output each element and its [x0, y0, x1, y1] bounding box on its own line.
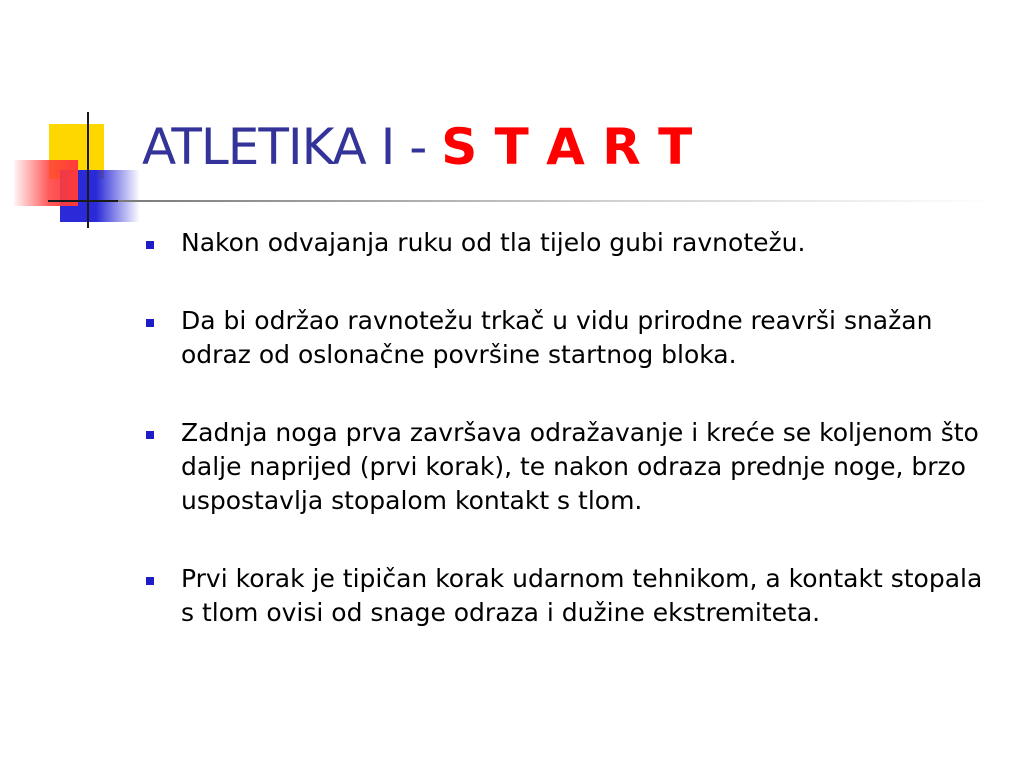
slide-title [142, 112, 692, 182]
corner-squares-decoration [0, 0, 140, 240]
bullet-item [140, 562, 1000, 630]
title-underline [118, 200, 998, 202]
square-bullet-icon [146, 241, 154, 249]
square-bullet-icon [146, 319, 154, 327]
title-main: ATLETIKA I - [142, 118, 442, 176]
bullet-text: Zadnja noga prva završava odražavanje i kreće se koljenom što dalje naprijed (prvi korak), te nakon odraza prednje noge, brzo uspostavlja stopalom kontakt s tlom. [181, 418, 979, 515]
bullet-item [140, 226, 1000, 260]
bullet-text: Nakon odvajanja ruku od tla tijelo gubi ravnotežu. [181, 228, 806, 257]
title-accent: S T A R T [441, 118, 693, 176]
bullet-text: Prvi korak je tipičan korak udarnom tehnikom, a kontakt stopala s tlom ovisi od snage odraza i dužine ekstremiteta. [181, 564, 983, 627]
bullet-item [140, 416, 1000, 518]
bullet-item [140, 304, 1000, 372]
square-bullet-icon [146, 577, 154, 585]
bullet-list [140, 226, 1000, 674]
bullet-text: Da bi održao ravnotežu trkač u vidu prirodne reavrši snažan odraz od oslonačne površine startnog bloka. [181, 306, 933, 369]
vertical-line-decoration [87, 112, 89, 228]
square-bullet-icon [146, 431, 154, 439]
